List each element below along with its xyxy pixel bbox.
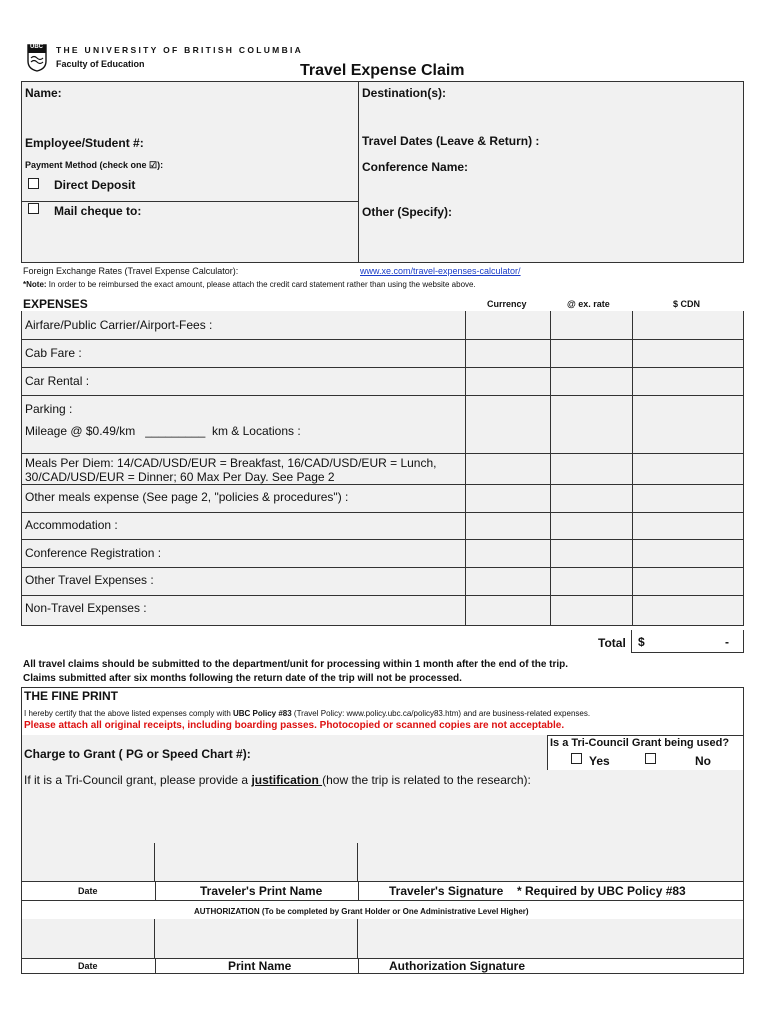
- tri-council-question: Is a Tri-Council Grant being used?: [550, 737, 730, 749]
- fx-note: [23, 280, 476, 289]
- auth-label-row: [21, 958, 744, 974]
- total-currency: $: [638, 635, 645, 649]
- auth-print-name-label: Print Name: [228, 959, 292, 973]
- name-label: Name:: [25, 86, 62, 100]
- destination-field[interactable]: [358, 81, 744, 129]
- employee-field[interactable]: [21, 128, 359, 155]
- traveler-print-name-label: Traveler's Print Name: [200, 884, 323, 898]
- auth-print-name-field[interactable]: [154, 919, 358, 959]
- page-title: Travel Expense Claim: [300, 62, 465, 79]
- fx-note-bold: *Note:: [23, 280, 47, 289]
- expense-row-mileage: Mileage @ $0.49/km _________ km & Locations :: [25, 424, 301, 438]
- receipts-warning: Please attach all original receipts, including boarding passes. Photocopied or scanned copies are not acceptable.: [24, 720, 565, 731]
- expense-row-accommodation: Accommodation :: [25, 518, 118, 532]
- divider: [22, 201, 359, 202]
- fx-link[interactable]: www.xe.com/travel-expenses-calculator/: [360, 266, 521, 276]
- other-field[interactable]: [358, 201, 744, 263]
- expenses-table: [21, 311, 744, 626]
- authorization-header: [21, 900, 744, 920]
- traveler-date-field[interactable]: [21, 843, 155, 882]
- expense-row-non-travel: Non-Travel Expenses :: [25, 601, 147, 615]
- justification-field[interactable]: [21, 770, 744, 844]
- no-checkbox[interactable]: [645, 753, 656, 764]
- payment-method-label: Payment Method (check one ☑):: [25, 160, 164, 170]
- traveler-signature-field[interactable]: [357, 843, 744, 882]
- col-cdn: $ CDN: [673, 299, 701, 309]
- conference-field[interactable]: [358, 154, 744, 202]
- traveler-date-label: Date: [78, 886, 98, 896]
- name-field[interactable]: [21, 81, 359, 129]
- payment-method-box: [21, 154, 359, 263]
- total-box: [631, 630, 744, 653]
- other-label: Other (Specify):: [362, 205, 453, 219]
- authorization-label: AUTHORIZATION (To be completed by Grant Holder or One Administrative Level Higher): [194, 907, 529, 916]
- traveler-print-name-field[interactable]: [154, 843, 358, 882]
- expense-row-meals-2: 30/CAD/USD/EUR = Dinner; 60 Max Per Day. See Page 2: [25, 470, 335, 484]
- auth-signature-field[interactable]: [357, 919, 744, 959]
- auth-date-field[interactable]: [21, 919, 155, 959]
- travel-dates-label: Travel Dates (Leave & Return) :: [362, 134, 540, 148]
- faculty-name: Faculty of Education: [56, 59, 145, 69]
- yes-checkbox[interactable]: [571, 753, 582, 764]
- col-currency: Currency: [487, 299, 527, 309]
- justification-a: If it is a Tri-Council grant, please provide a: [24, 773, 252, 787]
- submission-note-1: All travel claims should be submitted to the department/unit for processing within 1 month after the end of the trip.: [23, 659, 569, 670]
- expense-row-meals-1: Meals Per Diem: 14/CAD/USD/EUR = Breakfast, 16/CAD/USD/EUR = Lunch,: [25, 456, 437, 470]
- justification-c: (how the trip is related to the research):: [322, 773, 531, 787]
- university-name: THE UNIVERSITY OF BRITISH COLUMBIA: [56, 45, 304, 55]
- mail-cheque-label: Mail cheque to:: [54, 204, 142, 218]
- submission-note-2: Claims submitted after six months following the return date of the trip will not be processed.: [23, 673, 462, 684]
- charge-grant-label: Charge to Grant ( PG or Speed Chart #):: [24, 747, 251, 761]
- expenses-heading: EXPENSES: [23, 297, 88, 311]
- direct-deposit-checkbox[interactable]: [28, 178, 39, 189]
- fine-print-box: [21, 687, 744, 736]
- expense-row-parking: Parking :: [25, 402, 73, 416]
- fine-print-heading: THE FINE PRINT: [24, 689, 119, 703]
- total-label: Total: [598, 636, 626, 650]
- expense-row-other-meals: Other meals expense (See page 2, "policies & procedures") :: [25, 490, 349, 504]
- fx-label: Foreign Exchange Rates (Travel Expense Calculator):: [23, 266, 239, 276]
- justification-text: [24, 773, 531, 787]
- no-label: No: [695, 754, 711, 768]
- conference-label: Conference Name:: [362, 160, 469, 174]
- expense-row-cab: Cab Fare :: [25, 346, 82, 360]
- fx-note-text: In order to be reimbursed the exact amount, please attach the credit card statement rather than using the website above.: [46, 280, 476, 289]
- auth-date-label: Date: [78, 961, 98, 971]
- destination-label: Destination(s):: [362, 86, 446, 100]
- certify-c: (Travel Policy: www.policy.ubc.ca/policy83.htm) and are business-related expenses.: [291, 709, 591, 718]
- certify-a: I hereby certify that the above listed expenses comply with: [24, 709, 233, 718]
- ubc-logo: [27, 44, 47, 72]
- yes-label: Yes: [589, 754, 610, 768]
- col-rate: @ ex. rate: [567, 299, 610, 309]
- auth-signature-label: Authorization Signature: [389, 959, 525, 973]
- certify-text: [24, 709, 590, 718]
- expense-row-car: Car Rental :: [25, 374, 90, 388]
- traveler-signature-label: Traveler's Signature: [389, 884, 504, 898]
- mail-cheque-checkbox[interactable]: [28, 203, 39, 214]
- required-policy-label: * Required by UBC Policy #83: [517, 884, 686, 898]
- traveler-label-row: [21, 881, 744, 900]
- charge-grant-field[interactable]: [21, 735, 548, 771]
- direct-deposit-label: Direct Deposit: [54, 178, 136, 192]
- justification-keyword: justification: [251, 773, 323, 787]
- employee-label: Employee/Student #:: [25, 136, 144, 150]
- expense-row-other-travel: Other Travel Expenses :: [25, 573, 154, 587]
- expense-row-airfare: Airfare/Public Carrier/Airport-Fees :: [25, 318, 213, 332]
- logo-text: UBC: [30, 44, 43, 50]
- tri-council-box: [547, 735, 744, 771]
- certify-policy: UBC Policy #83: [233, 709, 292, 718]
- expense-row-conference: Conference Registration :: [25, 546, 162, 560]
- total-value: -: [725, 635, 729, 649]
- travel-dates-field[interactable]: [358, 128, 744, 155]
